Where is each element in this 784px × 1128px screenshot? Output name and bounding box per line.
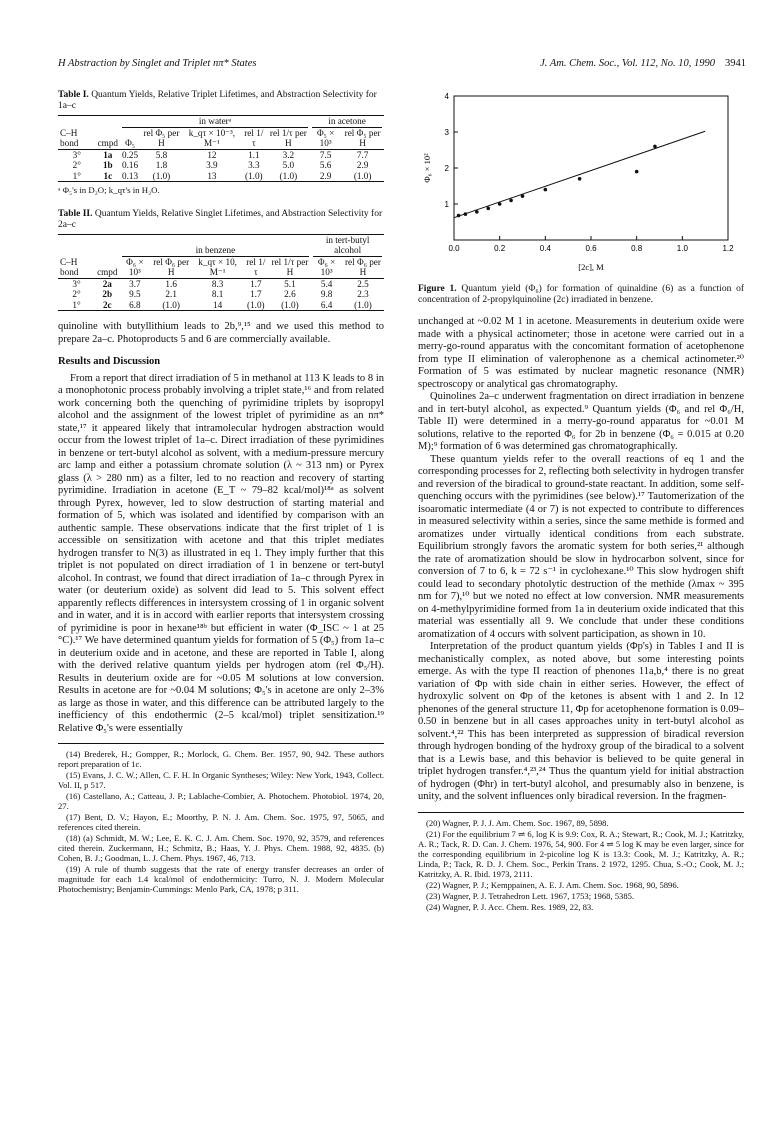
data-point bbox=[464, 212, 468, 216]
table2-group-benzene: in benzene bbox=[122, 245, 310, 257]
table2-header-cell: Φ₆ × 10³ bbox=[120, 257, 151, 279]
table-cell: 14 bbox=[192, 300, 243, 311]
table2-header-cell: k_qτ × 10, M⁻¹ bbox=[192, 257, 243, 279]
table-cell: 1.6 bbox=[165, 278, 177, 289]
table1-header-cell: k_qτ × 10⁻³, M⁻¹ bbox=[183, 128, 241, 150]
paragraph: Interpretation of the product quantum yields (Φp's) in Tables I and II is mechanistically complex, as noted above, but some interesting points emerge. As with the type II reaction of phenones 11a,b,⁴ there is no great variation of Φp with side chain in either series. However, the effect of hydroxylic solvent on Φp of the ketones is absent with 1 and 2. In 12 phenones of the general structure 11, Φp for acetophenone formation is 0.09–0.50 in benzene but in all cases approaches unity in tert-butyl alcohol as solvent.⁴,²² This has been interpreted as suppression of biradical reversion through hydrogen bonding of the hydroxy group of the biradical to a solvent that is a Lewis base, and this behavior is believed to be quite general in triplet hydrogen transfer.⁴,²³,²⁴ Thus the quantum yield for initial abstraction of hydrogen (Φhr) in tert-butyl alcohol, and presumably also in benzene, is unity, and the solvent influences only biradical reversion. In the fragmen- bbox=[418, 641, 744, 802]
table1 bbox=[58, 115, 384, 182]
table-cell: 5.1 bbox=[284, 278, 296, 289]
table-row bbox=[58, 160, 384, 171]
page-number: 3941 bbox=[725, 58, 746, 69]
table-cell: 6.4 bbox=[311, 300, 342, 311]
right-column bbox=[418, 90, 744, 913]
table-cell: 5.8 bbox=[155, 149, 168, 160]
table-cell: 1b bbox=[102, 160, 113, 170]
table2-label: Table II. bbox=[58, 208, 93, 219]
table1-header-row bbox=[58, 128, 384, 150]
table-cell: 1.8 bbox=[155, 160, 168, 170]
running-head-journal bbox=[540, 58, 746, 69]
reference: (20) Wagner, P. J. J. Am. Chem. Soc. 1967, 89, 5898. bbox=[426, 817, 609, 828]
table-cell: 7.7 bbox=[356, 149, 369, 160]
table-cell: 9.5 bbox=[129, 289, 141, 299]
table-cell: 9.8 bbox=[320, 289, 333, 299]
table2-header-cell: rel 1/τ per H bbox=[269, 257, 312, 279]
x-tick-label: 0.2 bbox=[494, 244, 506, 253]
table-cell: (1.0) bbox=[341, 171, 384, 182]
table-cell: 2° bbox=[72, 160, 81, 170]
table1-header-cell: rel 1/τ per H bbox=[267, 128, 310, 150]
table-row bbox=[58, 149, 384, 160]
y-axis-label: Φ₆ × 10² bbox=[422, 153, 432, 183]
paragraph: These quantum yields refer to the overall reactions of eq 1 and the corresponding processes for 2, reflecting both selectivity in hydrogen transfer and reversion of the biradical to ground-state reactant. In addition, some self-quenching occurs with the pyrimidines (see below).¹⁷ Tautomerization of the isoaromatic intermediate (4 or 7) is not expected to contribute to differences in measured selectivity within a series, since the same methide is formed and aromatizes under virtually identical conditions from each substrate. Equilibrium strongly favors the aromatic system for both series,²¹ although the rate of aromatization should be slow in hydrocarbon solvent, since for conversion of 7 to 6, k = 72 s⁻¹ in cyclohexane.¹⁰ This slow hydrogen shift could lead to secondary photolytic destruction of the methide (λmax ~ 395 nm for 7),¹⁰ but we noted no effect at low conversion. NMR measurements on 4-methylpyrimidine formed from 1a in deuterium oxide indicated that this material was essentially all 9. We conclude that under these conditions aromatization of 4 occurs with solvent participation, as shown in 10. bbox=[418, 453, 744, 640]
table-cell: 1.7 bbox=[250, 289, 262, 299]
data-point bbox=[486, 207, 490, 211]
paragraph: quinoline with butyllithium leads to 2b,⁹,¹⁵ and we used this method to prepare 2a–c. Photoproducts 5 and 6 are commercially available. bbox=[58, 321, 384, 345]
table-cell: 3.2 bbox=[282, 149, 295, 160]
reference: (21) For the equilibrium 7 ⇌ 6, log K is 9.9: Cox, R. A.; Stewart, R.; Cook, M. J.; Katritzky, A. R.; Tack, R. D. Can. J. Chem. 1976, 54, 900. For 4 ⇌ 5 log K may be even larger, since for the corresponding equilibrium in 2-picoline log K is 13.3: Cook, M. J.; Katritzky, A. R.; Linda, P.; Tack, R. D. J. Chem. Soc., Perkin Trans. 2 1972, 1295. Chua, S.-O.; Cook, M. J.; Katritzky, A. R. Ibid. 1973, 2111. bbox=[418, 828, 744, 879]
table-cell: (1.0) bbox=[267, 171, 310, 182]
table-cell: 2a bbox=[102, 278, 112, 289]
table-row bbox=[58, 300, 384, 311]
table-cell: 12 bbox=[207, 149, 217, 160]
table1-header-cell: cmpd bbox=[96, 128, 120, 150]
x-tick-label: 1.2 bbox=[722, 244, 734, 253]
paragraph: From a report that direct irradiation of 5 in methanol at 113 K leads to 8 in a monophotonic process probably involving a triplet state,¹⁶ and from related work concerning both the quenching of pyrimidine triplets by isopropyl alcohol and the assignment of the lowest triplet of pyrimidine as an nπ* state,¹⁷ it appeared likely that intramolecular hydrogen abstraction would occur from the lowest triplet of 1a–c. Direct irradiation of these pyrimidines in benzene or tert-butyl alcohol as solvent, with a medium-pressure mercury arc lamp and either a potassium chromate solution (λ ~ 313 nm) or Pyrex glass (λ > 280 nm) as a filter, led to no reaction and recovery of starting pyrimidine. Irradiation in acetone (E_T ~ 79–82 kcal/mol)¹⁸ᵃ as solvent through Pyrex, however, led to slow destruction of starting material and formation of 5, which was isolated and identified by comparison with an authentic sample. These observations indicate that the first triplet of 1 is accessible on sensitization with acetone and that this triplet mediates hydrogen transfer to N(3) as illustrated in eq 1. They imply further that this triplet is not populated on direct irradiation of 1 in benzene or tert-butyl alcohol. In contrast, we found that direct irradiation of 1a–c through Pyrex in water (or deuterium oxide) as solvent did lead to 5. This solvent effect apparently reflects differences in intersystem crossing of 1 in organic solvent and in water, and it is in accord with earlier reports that intersystem crossing of pyrimidine is poor in hexane¹⁸ᵇ but efficient in water (Φ_ISC ~ 1 at 25 °C).¹⁷ We have determined quantum yields for formation of 5 (Φ₅) from 1a–c in deuterium oxide and in acetone, and these are reported in Table I, along with the derived relative quantum yields per hydrogen atom (rel Φ₅/H). Results in deuterium oxide are for ~0.05 M solutions at low conversion. Results in acetone are for ~0.04 M solutions; Φ₅'s in acetone are only 2–3% as large as those in water, and this difference can be attributed largely to the inefficiency of this endothermic (2–5 kcal/mol) triplet sensitization.¹⁹ Relative Φ₅'s were essentially bbox=[58, 372, 384, 734]
table-cell: 3° bbox=[72, 278, 81, 289]
table-cell: 8.3 bbox=[211, 278, 224, 289]
y-tick-label: 4 bbox=[444, 92, 449, 101]
table1-header-cell: rel Φ₅ per H bbox=[140, 128, 183, 150]
table-cell: 3° bbox=[72, 149, 81, 160]
x-tick-label: 0.4 bbox=[539, 244, 551, 253]
table2-header-cell: C–H bond bbox=[58, 257, 95, 279]
table-cell: 2b bbox=[102, 289, 113, 299]
reference: (23) Wagner, P. J. Tetrahedron Lett. 1967, 1753; 1968, 5385. bbox=[426, 890, 635, 901]
data-point bbox=[653, 145, 657, 149]
table-cell: 7.5 bbox=[319, 149, 332, 160]
table-cell: 13 bbox=[183, 171, 241, 182]
footnote-rule bbox=[58, 743, 384, 744]
table-cell: 0.13 bbox=[122, 170, 139, 181]
data-point bbox=[544, 188, 548, 192]
table2-caption-text: Quantum Yields, Relative Singlet Lifetimes, and Abstraction Selectivity for 2a–c bbox=[58, 208, 383, 230]
table-cell: 3.9 bbox=[206, 160, 218, 170]
table-cell: 2.3 bbox=[357, 289, 369, 299]
figure1-caption bbox=[418, 284, 744, 306]
x-tick-label: 0.8 bbox=[631, 244, 643, 253]
x-axis-label: [2c], M bbox=[578, 262, 604, 272]
reference: (17) Bent, D. V.; Hayon, E.; Moorthy, P. N. J. Am. Chem. Soc. 1975, 97, 5065, and references cited therein. bbox=[58, 812, 384, 832]
table2 bbox=[58, 234, 384, 312]
table-cell: 0.16 bbox=[122, 160, 139, 170]
table2-header-cell: Φ₆ × 10³ bbox=[311, 257, 342, 279]
x-tick-label: 0.6 bbox=[585, 244, 597, 253]
data-point bbox=[498, 202, 502, 206]
table1-group-water: in waterᵃ bbox=[122, 116, 308, 128]
table-cell: 3.3 bbox=[248, 160, 260, 170]
table1-caption bbox=[58, 90, 384, 112]
figure1-label: Figure 1. bbox=[418, 284, 457, 294]
y-tick-label: 1 bbox=[444, 200, 449, 209]
x-tick-label: 1.0 bbox=[676, 244, 688, 253]
table1-footnote: ᵃ Φ₅'s in D₂O; k_qτ's in H₂O. bbox=[58, 185, 160, 195]
table-cell: (1.0) bbox=[140, 171, 183, 182]
table-cell: 5.4 bbox=[320, 278, 333, 289]
table-cell: 2° bbox=[72, 289, 81, 299]
reference: (14) Brederek, H.; Gompper, R.; Morlock, G. Chem. Ber. 1957, 90, 942. These authors report preparation of 1c. bbox=[58, 749, 384, 769]
table1-header-cell: Φ₅ × 10³ bbox=[310, 128, 341, 150]
table-row bbox=[58, 278, 384, 289]
data-point bbox=[521, 194, 525, 198]
x-tick-label: 0.0 bbox=[448, 244, 460, 253]
references-left bbox=[58, 749, 384, 894]
table-cell: 0.25 bbox=[122, 149, 139, 160]
table1-header-cell: rel Φ₅ per H bbox=[341, 128, 384, 150]
table-cell: 2.9 bbox=[356, 160, 369, 170]
table-cell: 3.7 bbox=[129, 278, 141, 289]
table-cell: (1.0) bbox=[269, 300, 312, 311]
table-cell: 5.0 bbox=[282, 160, 295, 170]
table2-group-tbuoh: in tert-butyl alcohol bbox=[313, 235, 382, 257]
table-cell: 2.1 bbox=[165, 289, 177, 299]
scatter-chart bbox=[418, 90, 744, 280]
table2-header-cell: rel Φ₆ per H bbox=[150, 257, 192, 279]
table2-header-cell: rel Φ₆ per H bbox=[342, 257, 384, 279]
fit-line bbox=[454, 131, 705, 217]
table-cell: 1c bbox=[96, 171, 120, 182]
table-cell: (1.0) bbox=[241, 171, 267, 182]
table-cell: 1a bbox=[103, 149, 113, 160]
table1-label: Table I. bbox=[58, 90, 89, 100]
table-cell: 2.6 bbox=[284, 289, 296, 299]
data-point bbox=[509, 199, 513, 203]
reference: (24) Wagner, P. J. Acc. Chem. Res. 1989, 22, 83. bbox=[426, 901, 594, 912]
left-column bbox=[58, 90, 384, 895]
table-row bbox=[58, 289, 384, 300]
reference: (15) Evans, J. C. W.; Allen, C. F. H. In Organic Syntheses; Wiley: New York, 1943, Collect. Vol. II, p 517. bbox=[58, 770, 384, 790]
data-point bbox=[457, 214, 461, 218]
table2-header-row bbox=[58, 257, 384, 279]
footnote-rule bbox=[418, 812, 744, 813]
table-cell: 5.6 bbox=[319, 160, 332, 170]
table-cell: (1.0) bbox=[243, 300, 269, 311]
data-point bbox=[475, 210, 479, 214]
table1-header-cell: rel 1/τ bbox=[241, 128, 267, 150]
table-cell: 1° bbox=[58, 171, 96, 182]
table-cell: (1.0) bbox=[342, 300, 384, 311]
table-cell: 2.9 bbox=[310, 171, 341, 182]
journal-citation: J. Am. Chem. Soc., Vol. 112, No. 10, 1990 bbox=[540, 58, 715, 69]
table1-group-acetone: in acetone bbox=[312, 116, 382, 128]
y-tick-label: 2 bbox=[444, 164, 449, 173]
data-point bbox=[578, 177, 582, 181]
table-cell: 1.1 bbox=[248, 149, 260, 160]
table-cell: 2c bbox=[95, 300, 119, 311]
references-right bbox=[418, 818, 744, 912]
figure1-caption-text: Quantum yield (Φ₆) for formation of quinaldine (6) as a function of concentration of 2-propylquinoline (2c) irradiated in benzene. bbox=[418, 284, 744, 305]
table2-caption bbox=[58, 209, 384, 231]
reference: (16) Castellano, A.; Catteau, J. P.; Lablache-Combier, A. Photochem. Photobiol. 1974, 20, 27. bbox=[58, 791, 384, 811]
reference: (19) A rule of thumb suggests that the rate of energy transfer decreases an order of magnitude for each 1.4 kcal/mol of endothermicity: Turro, N. J. Modern Molecular Photochemistry; Benjamin-Cummings: Menlo Park, CA, 1978; p 311. bbox=[58, 864, 384, 894]
reference: (22) Wagner, P. J.; Kemppainen, A. E. J. Am. Chem. Soc. 1968, 90, 5896. bbox=[426, 879, 679, 890]
reference: (18) (a) Schmidt, M. W.; Lee, E. K. C. J. Am. Chem. Soc. 1970, 92, 3579, and references cited therein. Zuckermann, H.; Schmitz, B.; Haas, Y. J. Phys. Chem. 1988, 92, 4835. (b) Cohen, B. J.; Goodman, L. J. Chem. Phys. 1967, 46, 713. bbox=[58, 833, 384, 863]
section-heading: Results and Discussion bbox=[58, 356, 161, 367]
table1-header-cell: Φ₅ bbox=[120, 128, 140, 150]
table-row bbox=[58, 171, 384, 182]
table1-caption-text: Quantum Yields, Relative Triplet Lifetimes, and Abstraction Selectivity for 1a–c bbox=[58, 90, 377, 111]
table2-header-cell: cmpd bbox=[95, 257, 119, 279]
data-point bbox=[635, 170, 639, 174]
table-cell: 8.1 bbox=[211, 289, 224, 299]
table-cell: (1.0) bbox=[150, 300, 192, 311]
running-head-title: H Abstraction by Singlet and Triplet nπ* States bbox=[58, 58, 257, 69]
figure-1 bbox=[418, 90, 744, 280]
table-cell: 6.8 bbox=[120, 300, 151, 311]
table1-header-cell: C–H bond bbox=[58, 128, 96, 150]
y-tick-label: 3 bbox=[444, 128, 449, 137]
table2-header-cell: rel 1/τ bbox=[243, 257, 269, 279]
table-cell: 1° bbox=[58, 300, 95, 311]
plot-frame bbox=[454, 96, 728, 240]
paragraph: unchanged at ~0.02 M 1 in acetone. Measurements in deuterium oxide were made with a physical actinometer; those in acetone were carried out in a merry-go-round apparatus with the concomitant formation of acetophenone from type II elimination of valerophenone as a chemical actinometer.²⁰ Formation of 5 was estimated by nuclear magnetic resonance (NMR) spectroscopy or analytical gas chromatography. bbox=[418, 316, 744, 390]
paragraph: Quinolines 2a–c underwent fragmentation on direct irradiation in benzene and in tert-butyl alcohol, as expected.⁹ Quantum yields (Φ₆ and rel Φ₆/H, Table II) were determined in a merry-go-round apparatus for ~0.01 M solutions, relative to the reported Φ₆ for 2b in benzene (Φ₆ = 0.015 at 0.20 M);⁹ formation of 6 was determined gas chromatographically. bbox=[418, 391, 744, 452]
table-cell: 1.7 bbox=[250, 278, 262, 289]
table-cell: 2.5 bbox=[357, 278, 369, 289]
